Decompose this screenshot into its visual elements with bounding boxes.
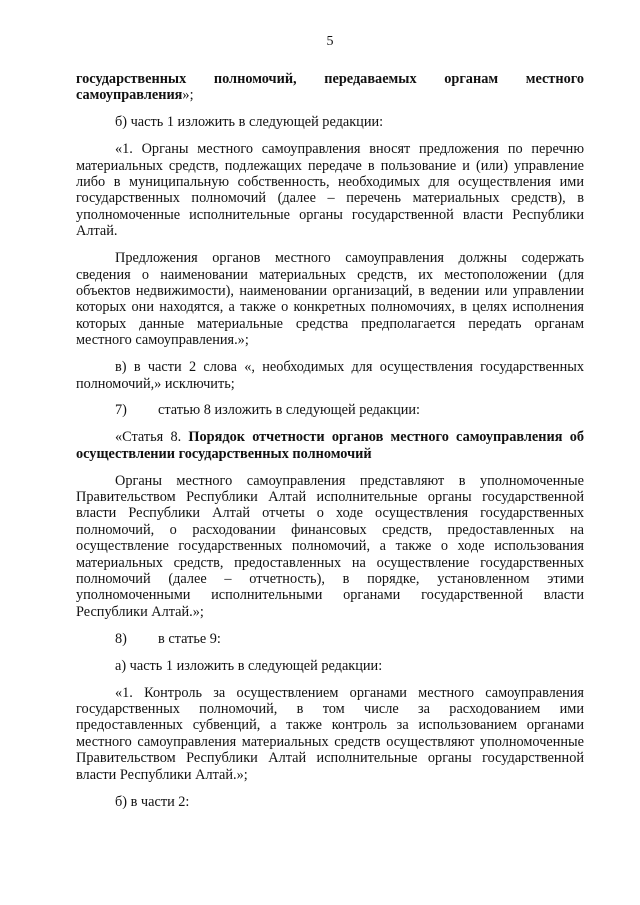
- paragraph-proposals-content: Предложения органов местного самоуправления должны содержать сведения о наименовании материальных средств, их местоположении (для объектов недвижимости), наименовании организаций, в ведении или управлении которых они находятся, а также о конкретных полномочиях, в целях исполнения которых данные материальные средства предполагается передать органам местного самоуправления.»;: [76, 250, 584, 349]
- document-body: [76, 71, 584, 810]
- bold-heading-fragment: государственных полномочий, передаваемых органам местного самоуправления: [76, 71, 584, 104]
- paragraph-part-2-intro: б) в части 2:: [115, 793, 190, 810]
- item-number: 7): [115, 402, 127, 419]
- paragraph-reporting: Органы местного самоуправления представляют в уполномоченные Правительством Республики Алтай исполнительные органы государственной власти Республики Алтай отчеты о ходе осуществления государственных полномочий, о расходовании финансовых средств, предоставленных на осуществление государственных полномочий, а также о ходе использования материальных средств, предоставленных на осуществление государственных полномочий (далее – отчетность), в порядке, установленном этими уполномоченными исполнительными органами государственной власти Республики Алтай.»;: [76, 472, 584, 620]
- article-label: «Статья 8.: [115, 429, 189, 446]
- paragraph-continuation: [76, 71, 584, 104]
- closing-quote: »;: [182, 87, 194, 104]
- item-text: в статье 9:: [158, 630, 221, 647]
- item-text: статью 8 изложить в следующей редакции:: [158, 402, 421, 419]
- list-item-7: [76, 402, 584, 418]
- item-number: 8): [115, 630, 127, 647]
- paragraph-part-2-edit: в) в части 2 слова «, необходимых для осуществления государственных полномочий,» исключить;: [76, 359, 584, 392]
- paragraph-part-1-edit-2: а) часть 1 изложить в следующей редакции:: [115, 657, 383, 674]
- list-item-8: [76, 631, 584, 647]
- paragraph-proposals-list: «1. Органы местного самоуправления вносят предложения по перечню материальных средств, подлежащих передаче в пользование и (или) управление либо в муниципальную собственность, необходимых для осуществления ими государственных полномочий (далее – перечень материальных средств), в уполномоченные исполнительные органы государственной власти Республики Алтай.: [76, 141, 584, 240]
- article-8-title: [76, 429, 584, 462]
- page-number: 5: [326, 34, 334, 49]
- article-heading: Порядок отчетности органов местного самоуправления об осуществлении государственных полномочий: [76, 429, 584, 462]
- paragraph-part-1-edit: б) часть 1 изложить в следующей редакции:: [115, 114, 384, 131]
- paragraph-control: «1. Контроль за осуществлением органами местного самоуправления государственных полномочий, в том числе за расходованием ими предоставленных субвенций, а также контроль за использованием органами местного самоуправления материальных средств осуществляют уполномоченные Правительством Республики Алтай исполнительные органы государственной власти Республики Алтай.»;: [76, 684, 584, 783]
